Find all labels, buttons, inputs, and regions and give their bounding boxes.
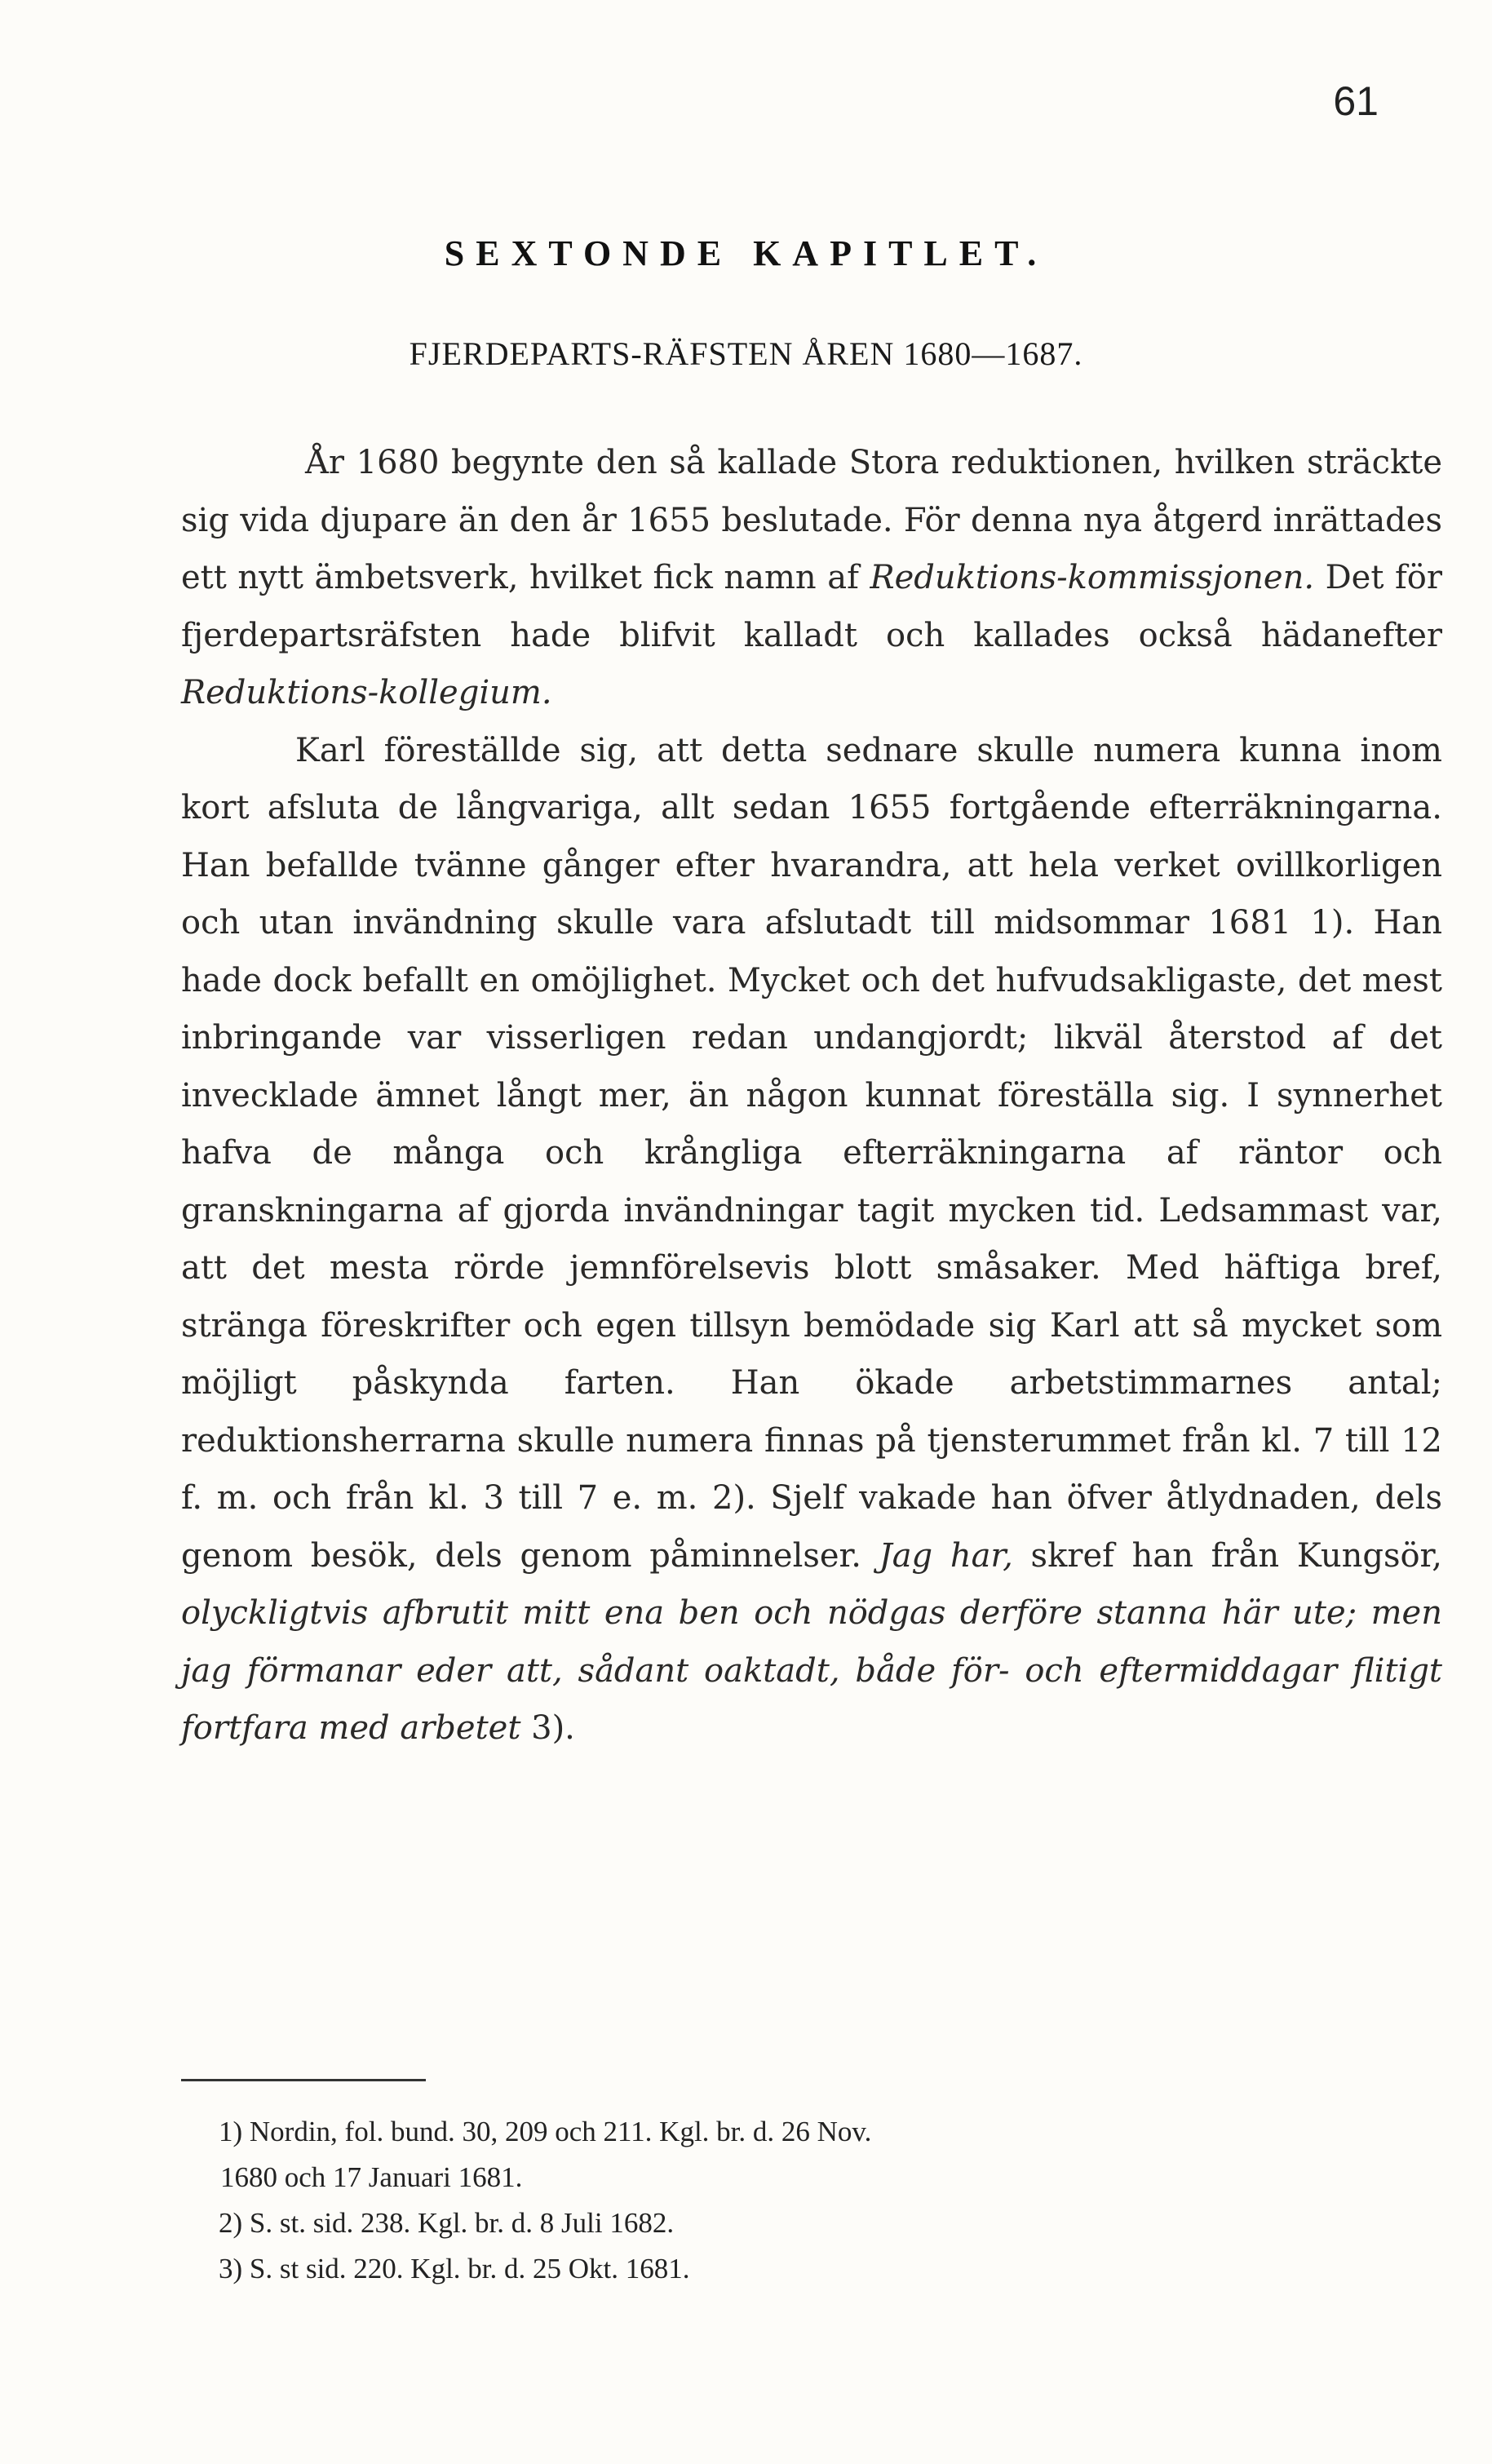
paragraph-2: [181, 722, 1442, 1757]
footnotes: [219, 2109, 1442, 2292]
footnote-1-continuation: 1680 och 17 Januari 1681.: [220, 2161, 523, 2193]
paragraph-2-italic-2: olyckligtvis afbrutit mitt ena ben och nödgas derföre stanna här ute; men jag förmanar eder att, sådant oaktadt, både för- och eftermiddagar flitigt fortfara med arbetet: [181, 1594, 1442, 1747]
footnote-divider: [181, 2079, 426, 2081]
paragraph-1-italic-2: Reduktions-kollegium.: [181, 674, 552, 711]
footnote-1: 1) Nordin, fol. bund. 30, 209 och 211. Kgl. br. d. 26 Nov.: [219, 2116, 872, 2147]
body-text: [181, 434, 1442, 1757]
paragraph-1-italic-1: Reduktions-kommissjonen.: [870, 559, 1315, 596]
paragraph-2-italic-1: Jag har,: [879, 1536, 1013, 1575]
chapter-subtitle: FJERDEPARTS-RÄFSTEN ÅREN 1680—1687.: [409, 335, 1083, 372]
paragraph-1-text-1: År 1680 begynte den så kallade Stora reduktionen, hvilken sträckte sig vida djupare än den år 1655 beslutade. För denna nya åtgerd inrättades ett nytt ämbetsverk, hvilket fick namn af: [181, 444, 1442, 596]
footnote-3: 3) S. st sid. 220. Kgl. br. d. 25 Okt. 1681.: [219, 2253, 690, 2285]
paragraph-1: [181, 434, 1442, 722]
footnote-2: 2) S. st. sid. 238. Kgl. br. d. 8 Juli 1682.: [219, 2207, 675, 2239]
paragraph-2-text-2: skref han från Kungsör,: [1012, 1536, 1443, 1575]
paragraph-2-text-1: Karl föreställde sig, att detta sednare skulle numera kunna inom kort afsluta de långvariga, allt sedan 1655 fortgående efterräkningarna. Han befallde tvänne gånger efter hvarandra, att hela verket ovillkorligen och utan invändning skulle vara afslutadt till midsommar 1681 1). Han hade dock befallt en omöjlighet. Mycket och det hufvudsakligaste, det mest inbringande var visserligen redan undangjordt; likväl återstod af det invecklade ämnet långt mer, än någon kunnat föreställa sig. I synnerhet hafva de många och krångliga efterräkningarna af räntor och granskningarna af gjorda invändningar tagit mycken tid. Ledsammast var, att det mesta rörde jemnförelsevis blott småsaker. Med häftiga bref, stränga föreskrifter och egen tillsyn bemödade sig Karl att så mycket som möjligt påskynda farten. Han ökade arbetstimmarnes antal; reduktionsherrarna skulle numera finnas på tjensterummet från kl. 7 till 12 f. m. och från kl. 3 till 7 e. m. 2). Sjelf vakade han öfver åtlydnaden, dels genom besök, dels genom påminnelser.: [181, 731, 1442, 1575]
chapter-title: SEXTONDE KAPITLET.: [444, 233, 1048, 273]
paragraph-1-text-2: Det för fjerdepartsräfsten hade blifvit kalladt och kallades också hädanefter: [181, 559, 1442, 654]
page-number: 61: [1333, 78, 1379, 124]
paragraph-2-text-3: 3).: [520, 1709, 575, 1747]
